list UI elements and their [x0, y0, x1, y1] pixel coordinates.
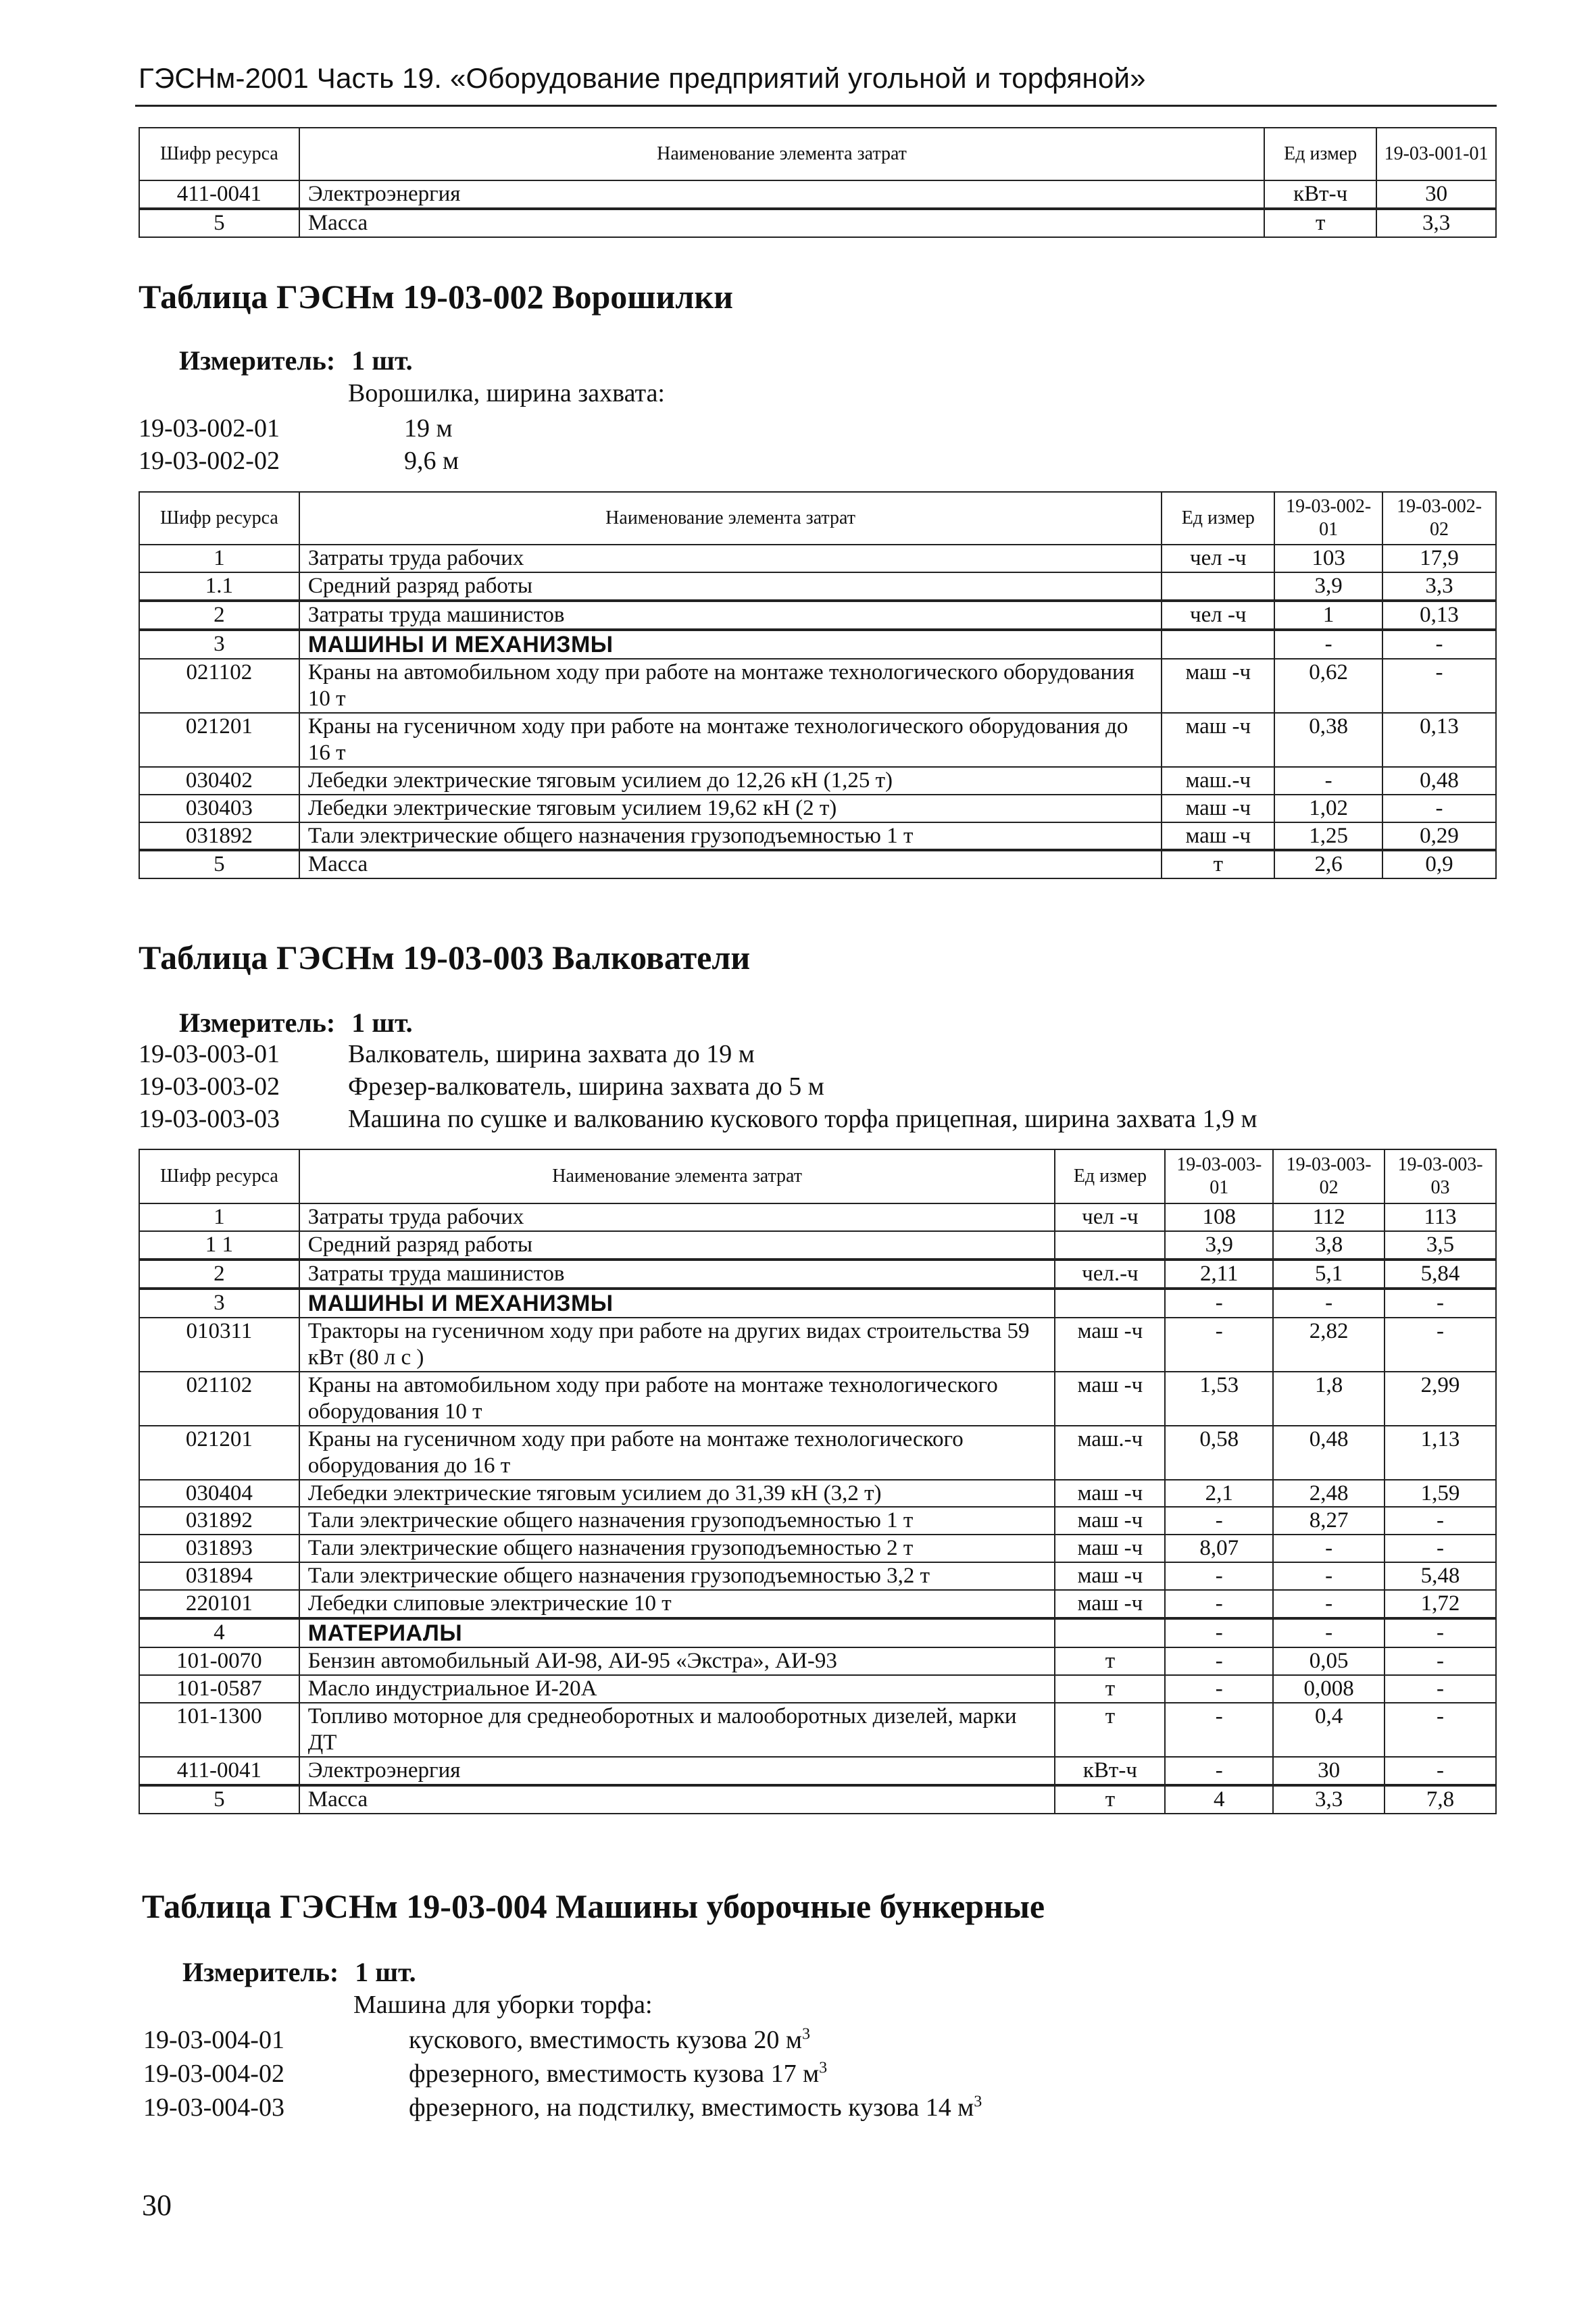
unit-cell: маш.-ч [1055, 1426, 1165, 1480]
norm-value-cell: 103 [1274, 545, 1382, 572]
norm-value-cell: 30 [1273, 1757, 1385, 1785]
resource-name-cell: Тали электрические общего назначения грузоподъемностью 1 т [299, 1507, 1055, 1535]
norm-value-cell: 2,11 [1165, 1260, 1273, 1289]
norm-value-cell: - [1385, 1318, 1496, 1372]
norm-value-cell: 0,48 [1382, 767, 1496, 795]
norm-value-cell: 1,59 [1385, 1480, 1496, 1508]
resource-name-cell: Тали электрические общего назначения грузоподъемностью 1 т [299, 822, 1162, 851]
norm-value-cell: - [1273, 1618, 1385, 1647]
table-row [139, 713, 1496, 767]
resource-table-19-03-002 [139, 491, 1497, 879]
norm-value-cell: 0,29 [1382, 822, 1496, 851]
norm-value-cell: - [1273, 1535, 1385, 1562]
norm-value-cell: 2,99 [1385, 1372, 1496, 1426]
col-header-code: Шифр ресурса [139, 492, 299, 545]
item-text [409, 2093, 982, 2122]
superscript-3: 3 [801, 2025, 810, 2043]
norm-value-cell: 0,48 [1273, 1426, 1385, 1480]
item-code: 19-03-004-01 [143, 2026, 284, 2054]
unit-cell: маш -ч [1055, 1507, 1165, 1535]
table-row [139, 1785, 1496, 1814]
resource-code-cell: 021102 [139, 1372, 299, 1426]
unit-cell [1055, 1618, 1165, 1647]
unit-cell: т [1264, 209, 1376, 237]
resource-name-cell: Масло индустриальное И-20А [299, 1675, 1055, 1703]
col-header-norm: 19-03-003-02 [1273, 1149, 1385, 1203]
resource-name-cell: Затраты труда рабочих [299, 545, 1162, 572]
running-header: ГЭСНм-2001 Часть 19. «Оборудование предприятий угольной и торфяной» [139, 62, 1146, 94]
norm-value-cell: 0,05 [1273, 1647, 1385, 1675]
section-row [139, 630, 1496, 659]
meter-label: Измеритель: [179, 345, 336, 376]
table-row [139, 1480, 1496, 1508]
norm-value-cell: 2,6 [1274, 850, 1382, 878]
resource-name-cell: Затраты труда машинистов [299, 601, 1162, 630]
col-header-norm: 19-03-003-01 [1165, 1149, 1273, 1203]
norm-value-cell: - [1165, 1757, 1273, 1785]
resource-name-cell: Электроэнергия [299, 180, 1264, 209]
col-header-name: Наименование элемента затрат [299, 492, 1162, 545]
norm-value-cell: - [1385, 1618, 1496, 1647]
resource-code-cell: 3 [139, 630, 299, 659]
table-row [139, 1675, 1496, 1703]
norm-value-cell: - [1273, 1289, 1385, 1318]
resource-code-cell: 021201 [139, 1426, 299, 1480]
item-text: 19 м [404, 414, 453, 443]
resource-name-cell: Лебедки электрические тяговым усилием до 12,26 кН (1,25 т) [299, 767, 1162, 795]
resource-code-cell: 2 [139, 1260, 299, 1289]
meter-label: Измеритель: [179, 1007, 336, 1038]
norm-value-cell: 0,008 [1273, 1675, 1385, 1703]
meter-line [179, 345, 413, 376]
table-row [139, 822, 1496, 851]
resource-code-cell: 030403 [139, 795, 299, 822]
resource-code-cell: 101-1300 [139, 1703, 299, 1757]
resource-name-cell: Краны на гусеничном ходу при работе на монтаже технологического оборудования до 16 т [299, 713, 1162, 767]
unit-cell: маш.-ч [1162, 767, 1274, 795]
norm-value-cell: 0,58 [1165, 1426, 1273, 1480]
resource-name-cell: Масса [299, 1785, 1055, 1814]
col-header-code: Шифр ресурса [139, 1149, 299, 1203]
resource-code-cell: 101-0070 [139, 1647, 299, 1675]
norm-value-cell: 1,72 [1385, 1590, 1496, 1618]
resource-name-cell: Краны на автомобильном ходу при работе на монтаже технологического оборудования 10 т [299, 659, 1162, 713]
table-row [139, 572, 1496, 601]
meter-value: 1 шт. [351, 1007, 413, 1038]
col-header-name: Наименование элемента затрат [299, 128, 1264, 180]
norm-value-cell: 0,13 [1382, 601, 1496, 630]
resource-code-cell: 031892 [139, 1507, 299, 1535]
resource-table-19-03-001 [139, 127, 1497, 238]
norm-value-cell: 3,3 [1376, 209, 1496, 237]
resource-code-cell: 031892 [139, 822, 299, 851]
unit-cell [1055, 1231, 1165, 1260]
resource-code-cell: 5 [139, 850, 299, 878]
col-header-norm: 19-03-001-01 [1376, 128, 1496, 180]
resource-name-cell: МАТЕРИАЛЫ [299, 1618, 1055, 1647]
norm-value-cell: 2,1 [1165, 1480, 1273, 1508]
resource-name-cell: Средний разряд работы [299, 572, 1162, 601]
norm-value-cell: - [1382, 795, 1496, 822]
resource-name-cell: Масса [299, 209, 1264, 237]
resource-code-cell: 220101 [139, 1590, 299, 1618]
resource-name-cell: Краны на автомобильном ходу при работе на монтаже технологического оборудования 10 т [299, 1372, 1055, 1426]
table-row [139, 1590, 1496, 1618]
norm-value-cell: - [1273, 1590, 1385, 1618]
item-code: 19-03-004-03 [143, 2093, 284, 2122]
norm-value-cell: - [1385, 1647, 1496, 1675]
norm-value-cell: 1 [1274, 601, 1382, 630]
resource-name-cell: Затраты труда машинистов [299, 1260, 1055, 1289]
norm-value-cell: - [1165, 1675, 1273, 1703]
unit-cell: маш -ч [1055, 1535, 1165, 1562]
unit-cell [1055, 1289, 1165, 1318]
meter-value: 1 шт. [351, 345, 413, 376]
table-row [139, 180, 1496, 209]
table-row [139, 1372, 1496, 1426]
item-code: 19-03-004-02 [143, 2060, 284, 2088]
norm-value-cell: 1,02 [1274, 795, 1382, 822]
resource-name-cell: Тракторы на гусеничном ходу при работе на других видах строительства 59 кВт (80 л с ) [299, 1318, 1055, 1372]
intro-text: Машина для уборки торфа: [353, 1991, 653, 2019]
item-text: Машина по сушке и валкованию кускового торфа прицепная, ширина захвата 1,9 м [348, 1105, 1257, 1133]
unit-cell: маш -ч [1162, 659, 1274, 713]
norm-value-cell: 108 [1165, 1203, 1273, 1231]
resource-name-cell: Краны на гусеничном ходу при работе на монтаже технологического оборудования до 16 т [299, 1426, 1055, 1480]
meter-line [179, 1007, 413, 1039]
resource-code-cell: 3 [139, 1289, 299, 1318]
resource-code-cell: 2 [139, 601, 299, 630]
table-row [139, 601, 1496, 630]
table-row [139, 1647, 1496, 1675]
section-title-19-03-004: Таблица ГЭСНм 19-03-004 Машины уборочные бункерные [142, 1887, 1045, 1925]
resource-name-cell: Средний разряд работы [299, 1231, 1055, 1260]
col-header-unit: Ед измер [1055, 1149, 1165, 1203]
meter-label: Измеритель: [182, 1957, 339, 1987]
norm-value-cell: 3,9 [1165, 1231, 1273, 1260]
intro-text: Ворошилка, ширина захвата: [348, 379, 665, 407]
resource-name-cell: Лебедки слиповые электрические 10 т [299, 1590, 1055, 1618]
item-code: 19-03-002-02 [139, 447, 280, 475]
table-row [139, 1231, 1496, 1260]
col-header-norm: 19-03-003-03 [1385, 1149, 1496, 1203]
resource-code-cell: 411-0041 [139, 180, 299, 209]
table-row [139, 1535, 1496, 1562]
norm-value-cell: 3,5 [1385, 1231, 1496, 1260]
norm-value-cell: - [1385, 1507, 1496, 1535]
table-row [139, 1562, 1496, 1590]
norm-value-cell: 1,53 [1165, 1372, 1273, 1426]
norm-value-cell: 17,9 [1382, 545, 1496, 572]
norm-value-cell: 5,1 [1273, 1260, 1385, 1289]
section-row [139, 1618, 1496, 1647]
norm-value-cell: - [1382, 630, 1496, 659]
resource-code-cell: 031894 [139, 1562, 299, 1590]
unit-cell: маш -ч [1055, 1372, 1165, 1426]
norm-value-cell: 3,3 [1382, 572, 1496, 601]
section-title-19-03-003: Таблица ГЭСНм 19-03-003 Валкователи [139, 939, 751, 976]
col-header-unit: Ед измер [1264, 128, 1376, 180]
item-code: 19-03-003-03 [139, 1105, 280, 1133]
resource-name-cell: Топливо моторное для среднеоборотных и малооборотных дизелей, марки ДТ [299, 1703, 1055, 1757]
unit-cell: маш -ч [1055, 1480, 1165, 1508]
unit-cell: т [1055, 1703, 1165, 1757]
norm-value-cell: 0,4 [1273, 1703, 1385, 1757]
resource-code-cell: 5 [139, 1785, 299, 1814]
unit-cell: маш -ч [1055, 1318, 1165, 1372]
norm-value-cell: - [1385, 1535, 1496, 1562]
item-code: 19-03-003-02 [139, 1072, 280, 1101]
unit-cell [1162, 572, 1274, 601]
table-row [139, 1203, 1496, 1231]
unit-cell: т [1162, 850, 1274, 878]
page-number: 30 [142, 2189, 172, 2222]
norm-value-cell: 1,8 [1273, 1372, 1385, 1426]
resource-table-19-03-003 [139, 1149, 1497, 1814]
norm-value-cell: - [1165, 1647, 1273, 1675]
header-rule [135, 105, 1497, 107]
resource-code-cell: 031893 [139, 1535, 299, 1562]
unit-cell: чел.-ч [1055, 1260, 1165, 1289]
unit-cell: чел -ч [1162, 601, 1274, 630]
resource-name-cell: Электроэнергия [299, 1757, 1055, 1785]
item-code: 19-03-003-01 [139, 1040, 280, 1068]
resource-name-cell: МАШИНЫ И МЕХАНИЗМЫ [299, 1289, 1055, 1318]
norm-value-cell: 0,38 [1274, 713, 1382, 767]
norm-value-cell: - [1165, 1618, 1273, 1647]
norm-value-cell: 8,07 [1165, 1535, 1273, 1562]
unit-cell: кВт-ч [1055, 1757, 1165, 1785]
norm-value-cell: 2,48 [1273, 1480, 1385, 1508]
norm-value-cell: - [1385, 1757, 1496, 1785]
norm-value-cell: - [1165, 1289, 1273, 1318]
norm-value-cell: 0,9 [1382, 850, 1496, 878]
meter-value: 1 шт. [355, 1957, 416, 1987]
section-title-19-03-002: Таблица ГЭСНм 19-03-002 Ворошилки [139, 278, 733, 316]
unit-cell: чел -ч [1162, 545, 1274, 572]
resource-code-cell: 030402 [139, 767, 299, 795]
item-text [409, 2025, 810, 2055]
table-row [139, 1260, 1496, 1289]
superscript-3: 3 [819, 2059, 828, 2077]
unit-cell: т [1055, 1647, 1165, 1675]
norm-value-cell: 4 [1165, 1785, 1273, 1814]
table-row [139, 545, 1496, 572]
norm-value-cell: - [1385, 1289, 1496, 1318]
resource-code-cell: 101-0587 [139, 1675, 299, 1703]
norm-value-cell: 113 [1385, 1203, 1496, 1231]
table-row [139, 767, 1496, 795]
resource-code-cell: 1 [139, 545, 299, 572]
resource-code-cell: 030404 [139, 1480, 299, 1508]
norm-value-cell: 112 [1273, 1203, 1385, 1231]
item-text: Фрезер-валкователь, ширина захвата до 5 м [348, 1072, 824, 1101]
resource-code-cell: 010311 [139, 1318, 299, 1372]
resource-code-cell: 4 [139, 1618, 299, 1647]
table-row [139, 1507, 1496, 1535]
unit-cell: маш -ч [1162, 822, 1274, 851]
resource-name-cell: Лебедки электрические тяговым усилием до 31,39 кН (3,2 т) [299, 1480, 1055, 1508]
norm-value-cell: 5,84 [1385, 1260, 1496, 1289]
norm-value-cell: 5,48 [1385, 1562, 1496, 1590]
item-text: Валкователь, ширина захвата до 19 м [348, 1040, 755, 1068]
resource-name-cell: МАШИНЫ И МЕХАНИЗМЫ [299, 630, 1162, 659]
item-code: 19-03-002-01 [139, 414, 280, 443]
resource-name-cell: Лебедки электрические тяговым усилием 19,62 кН (2 т) [299, 795, 1162, 822]
col-header-code: Шифр ресурса [139, 128, 299, 180]
norm-value-cell: 0,13 [1382, 713, 1496, 767]
norm-value-cell: - [1382, 659, 1496, 713]
resource-name-cell: Затраты труда рабочих [299, 1203, 1055, 1231]
norm-value-cell: 0,62 [1274, 659, 1382, 713]
norm-value-cell: - [1385, 1703, 1496, 1757]
unit-cell [1162, 630, 1274, 659]
norm-value-cell: - [1165, 1562, 1273, 1590]
table-row [139, 1426, 1496, 1480]
resource-code-cell: 021102 [139, 659, 299, 713]
item-text: 9,6 м [404, 447, 459, 475]
resource-code-cell: 1 1 [139, 1231, 299, 1260]
col-header-norm: 19-03-002-02 [1382, 492, 1496, 545]
norm-value-cell: 3,9 [1274, 572, 1382, 601]
norm-value-cell: 2,82 [1273, 1318, 1385, 1372]
resource-name-cell: Масса [299, 850, 1162, 878]
resource-name-cell: Бензин автомобильный АИ-98, АИ-95 «Экстра», АИ-93 [299, 1647, 1055, 1675]
col-header-norm: 19-03-002-01 [1274, 492, 1382, 545]
superscript-3: 3 [974, 2093, 982, 2111]
norm-value-cell: - [1165, 1590, 1273, 1618]
unit-cell: т [1055, 1785, 1165, 1814]
table-row [139, 1318, 1496, 1372]
item-text [409, 2059, 827, 2089]
table-row [139, 1757, 1496, 1785]
table-row [139, 1703, 1496, 1757]
unit-cell: т [1055, 1675, 1165, 1703]
col-header-name: Наименование элемента затрат [299, 1149, 1055, 1203]
norm-value-cell: 3,8 [1273, 1231, 1385, 1260]
norm-value-cell: 30 [1376, 180, 1496, 209]
resource-code-cell: 5 [139, 209, 299, 237]
item-text-label: фрезерного, вместимость кузова 17 м [409, 2060, 820, 2088]
norm-value-cell: - [1165, 1318, 1273, 1372]
norm-value-cell: - [1165, 1507, 1273, 1535]
norm-value-cell: 3,3 [1273, 1785, 1385, 1814]
norm-value-cell: 1,13 [1385, 1426, 1496, 1480]
item-text-label: кускового, вместимость кузова 20 м [409, 2026, 802, 2054]
norm-value-cell: - [1273, 1562, 1385, 1590]
unit-cell: маш -ч [1162, 795, 1274, 822]
norm-value-cell: 8,27 [1273, 1507, 1385, 1535]
table-row [139, 795, 1496, 822]
unit-cell: маш -ч [1162, 713, 1274, 767]
table-row [139, 209, 1496, 237]
table-row [139, 659, 1496, 713]
col-header-unit: Ед измер [1162, 492, 1274, 545]
unit-cell: маш -ч [1055, 1562, 1165, 1590]
section-row [139, 1289, 1496, 1318]
norm-value-cell: - [1165, 1703, 1273, 1757]
resource-code-cell: 021201 [139, 713, 299, 767]
table-row [139, 850, 1496, 878]
norm-value-cell: 7,8 [1385, 1785, 1496, 1814]
resource-code-cell: 1.1 [139, 572, 299, 601]
item-text-label: фрезерного, на подстилку, вместимость кузова 14 м [409, 2093, 974, 2122]
unit-cell: маш -ч [1055, 1590, 1165, 1618]
resource-name-cell: Тали электрические общего назначения грузоподъемностью 2 т [299, 1535, 1055, 1562]
norm-value-cell: - [1385, 1675, 1496, 1703]
unit-cell: чел -ч [1055, 1203, 1165, 1231]
resource-name-cell: Тали электрические общего назначения грузоподъемностью 3,2 т [299, 1562, 1055, 1590]
norm-value-cell: - [1274, 767, 1382, 795]
unit-cell: кВт-ч [1264, 180, 1376, 209]
resource-code-cell: 1 [139, 1203, 299, 1231]
resource-code-cell: 411-0041 [139, 1757, 299, 1785]
meter-line [182, 1956, 416, 1988]
norm-value-cell: - [1274, 630, 1382, 659]
norm-value-cell: 1,25 [1274, 822, 1382, 851]
